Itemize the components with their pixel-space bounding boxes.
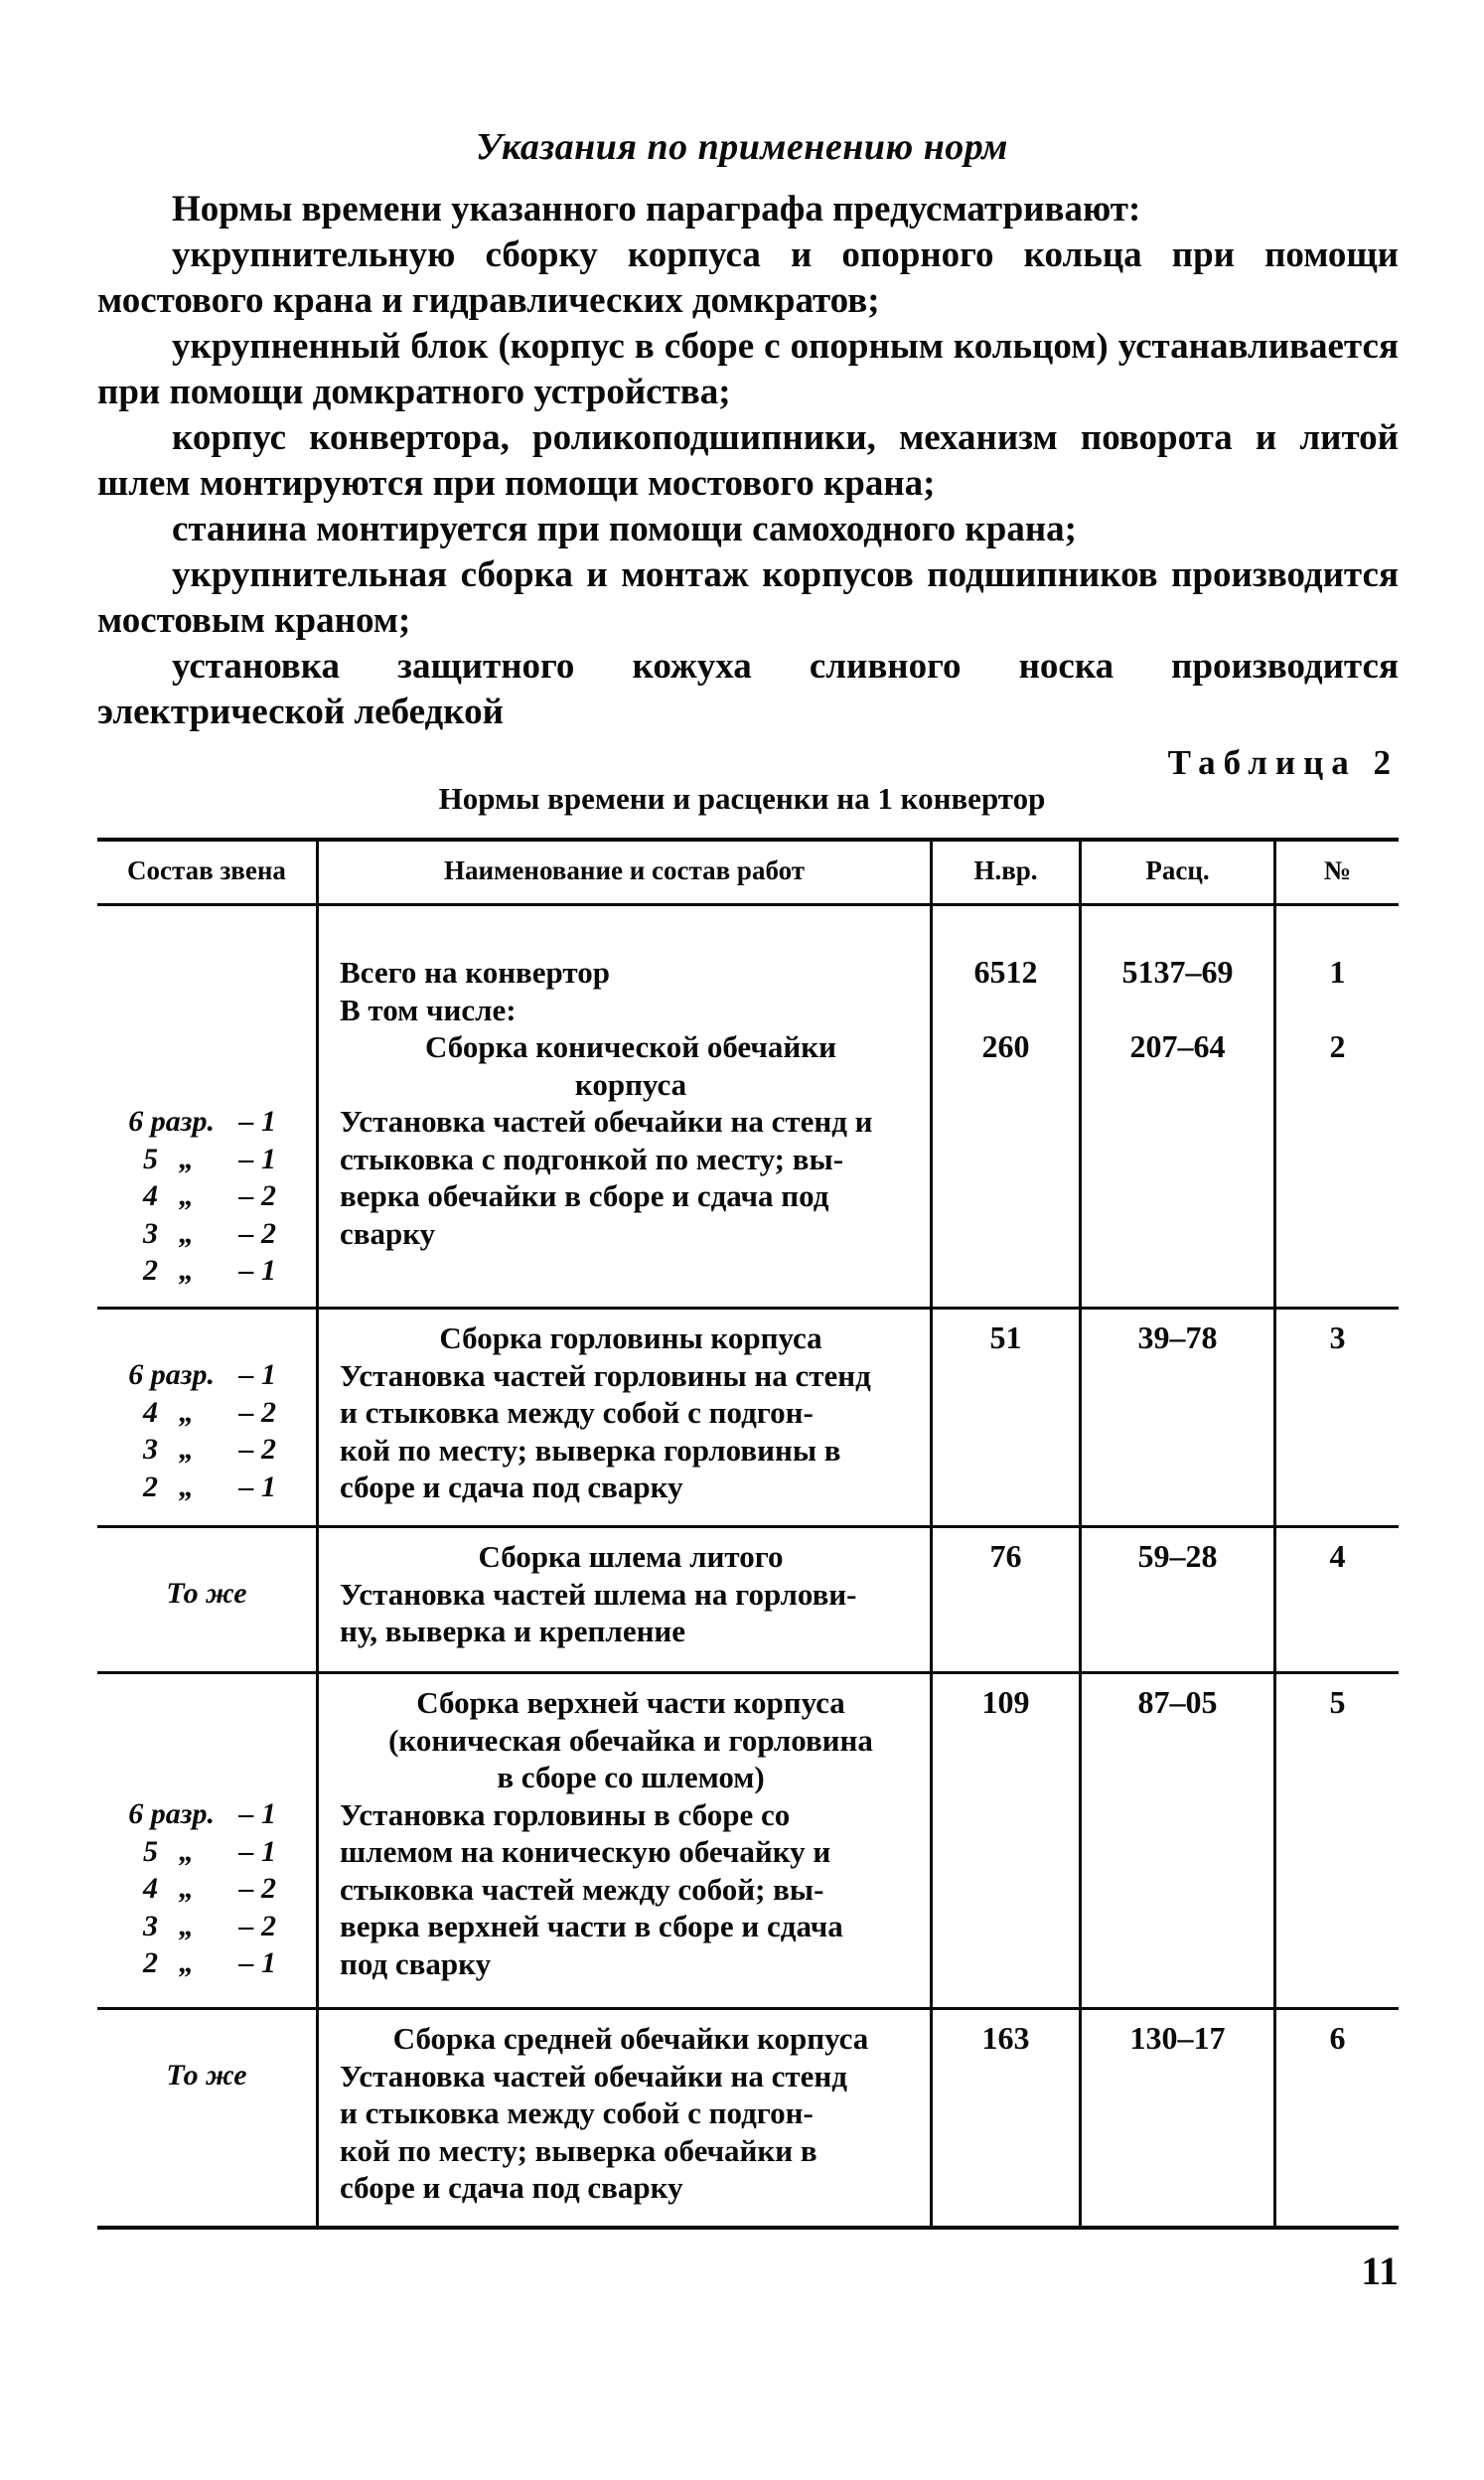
table-row — [340, 1538, 922, 1650]
work-description: стыковка с подгонкой по месту; вы- — [340, 1141, 844, 1176]
norm-value: 163 — [981, 2020, 1030, 2056]
work-description: Установка частей шлема на горлови- — [340, 1576, 857, 1612]
crew-line: 4 „ – 2 — [143, 1872, 276, 1905]
row-number: 1 — [1329, 954, 1346, 990]
crew-composition — [97, 1356, 306, 1505]
header-norm: Н.вр. — [973, 854, 1038, 885]
work-description: сборе и сдача под сварку — [340, 2170, 683, 2205]
work-title: Сборка конической обечайки — [424, 1029, 836, 1064]
work-description: Установка горловины в сборе со — [340, 1796, 791, 1832]
work-description: под сварку — [340, 1945, 492, 1981]
norm-value: 76 — [989, 1538, 1022, 1574]
intro-paragraph: корпус конвертора, роликоподшипники, механизм поворота и литой шлем монтируются при помощи мостового крана; — [97, 417, 1399, 504]
row-divider — [97, 2007, 1399, 2010]
table-row — [340, 954, 922, 1252]
work-description: кой по месту; выверка обечайки в — [340, 2132, 817, 2168]
crew-line: 5 „ – 1 — [143, 1834, 276, 1868]
section-title: Указания по применению норм — [476, 126, 1008, 168]
intro-paragraph: установка защитного кожуха сливного носка производится электрической лебедкой — [97, 646, 1399, 732]
crew-line: 3 „ – 2 — [143, 1216, 276, 1250]
rate-value: 39–78 — [1137, 1319, 1218, 1355]
table-row — [340, 1319, 922, 1506]
rate-value: 130–17 — [1129, 2020, 1226, 2056]
work-description: стыковка частей между собой; вы- — [340, 1871, 824, 1907]
crew-line: 4 „ – 2 — [143, 1179, 276, 1212]
rate-value: 59–28 — [1137, 1538, 1218, 1574]
subtotal-label: В том числе: — [340, 992, 517, 1027]
norms-table — [97, 838, 1399, 2229]
work-description: ну, выверка и крепление — [340, 1614, 686, 1648]
work-title: в сборе со шлемом) — [497, 1760, 765, 1794]
header-work: Наименование и состав работ — [443, 854, 805, 885]
row-divider — [97, 1671, 1399, 1674]
norm-value: 51 — [989, 1319, 1022, 1355]
header-crew: Состав звена — [127, 854, 286, 885]
row-divider — [97, 1307, 1399, 1310]
intro-paragraph: укрупнительную сборку корпуса и опорного кольца при помощи мостового крана и гидравлических домкратов; — [97, 234, 1399, 321]
header-no: № — [1323, 854, 1352, 885]
norm-value: 109 — [981, 1684, 1030, 1720]
work-title: Сборка средней обечайки корпуса — [392, 2021, 869, 2056]
crew-line: 6 разр. – 1 — [128, 1797, 276, 1830]
rate-total: 5137–69 — [1121, 954, 1234, 990]
column-divider — [316, 838, 319, 2229]
work-description: Установка частей обечайки на стенд и — [340, 1104, 873, 1139]
work-description: и стыковка между собой с подгон- — [340, 1395, 814, 1430]
row-number: 3 — [1329, 1319, 1346, 1355]
crew-composition — [97, 1795, 306, 1982]
work-title: корпуса — [574, 1066, 687, 1102]
crew-same-as-above: То же — [166, 1577, 247, 1610]
table-row — [340, 1684, 922, 1982]
row-number: 4 — [1329, 1538, 1346, 1574]
intro-paragraph: станина монтируется при помощи самоходного крана; — [172, 509, 1077, 549]
work-title: Сборка верхней части корпуса — [416, 1685, 845, 1720]
intro-paragraph: укрупнительная сборка и монтаж корпусов подшипников производится мостовым краном; — [97, 554, 1399, 641]
work-title: (коническая обечайка и горловина — [388, 1722, 873, 1758]
crew-same-as-above: То же — [166, 2059, 247, 2092]
table-bottom-rule — [97, 2226, 1399, 2230]
table-caption: Нормы времени и расценки на 1 конвертор — [438, 781, 1046, 816]
intro-paragraph: укрупненный блок (корпус в сборе с опорным кольцом) устанавливается при помощи домкратного устройства; — [97, 326, 1399, 412]
work-description: верка верхней части в сборе и сдача — [340, 1909, 843, 1943]
row-divider — [97, 1525, 1399, 1528]
work-description: Установка частей горловины на стенд — [340, 1357, 871, 1393]
norm-value: 260 — [981, 1028, 1030, 1064]
work-description: Установка частей обечайки на стенд — [340, 2058, 847, 2093]
work-title: Сборка шлема литого — [478, 1539, 784, 1574]
header-rate: Расц. — [1145, 854, 1210, 885]
crew-line: 5 „ – 1 — [143, 1142, 276, 1175]
crew-line: 2 „ – 1 — [143, 1946, 276, 1979]
crew-line: 2 „ – 1 — [143, 1254, 276, 1287]
work-description: кой по месту; выверка горловины в — [340, 1432, 841, 1468]
crew-composition — [97, 1103, 306, 1290]
rate-value: 87–05 — [1137, 1684, 1218, 1720]
work-title: Сборка горловины корпуса — [439, 1320, 822, 1355]
table-number: Таблица 2 — [1167, 743, 1399, 782]
work-description: сборе и сдача под сварку — [340, 1470, 683, 1504]
total-label: Всего на конвертор — [340, 955, 610, 990]
crew-line: 6 разр. – 1 — [128, 1358, 276, 1391]
work-description: шлемом на коническую обечайку и — [340, 1834, 831, 1869]
page-number: 11 — [1361, 2248, 1399, 2293]
norm-total: 6512 — [973, 954, 1038, 990]
crew-line: 3 „ – 2 — [143, 1433, 276, 1466]
table-row — [340, 2020, 922, 2207]
header-rule — [97, 903, 1399, 906]
work-description: верка обечайки в сборе и сдача под — [340, 1178, 829, 1213]
row-number: 2 — [1329, 1028, 1346, 1064]
crew-line: 6 разр. – 1 — [128, 1105, 276, 1138]
crew-line: 4 „ – 2 — [143, 1395, 276, 1429]
crew-line: 3 „ – 2 — [143, 1909, 276, 1942]
intro-paragraph: Нормы времени указанного параграфа предусматривают: — [172, 189, 1141, 230]
work-description: и стыковка между собой с подгон- — [340, 2095, 814, 2130]
rate-value: 207–64 — [1129, 1028, 1226, 1064]
row-number: 6 — [1329, 2020, 1346, 2056]
work-description: сварку — [340, 1215, 436, 1251]
crew-line: 2 „ – 1 — [143, 1470, 276, 1503]
row-number: 5 — [1329, 1684, 1346, 1720]
